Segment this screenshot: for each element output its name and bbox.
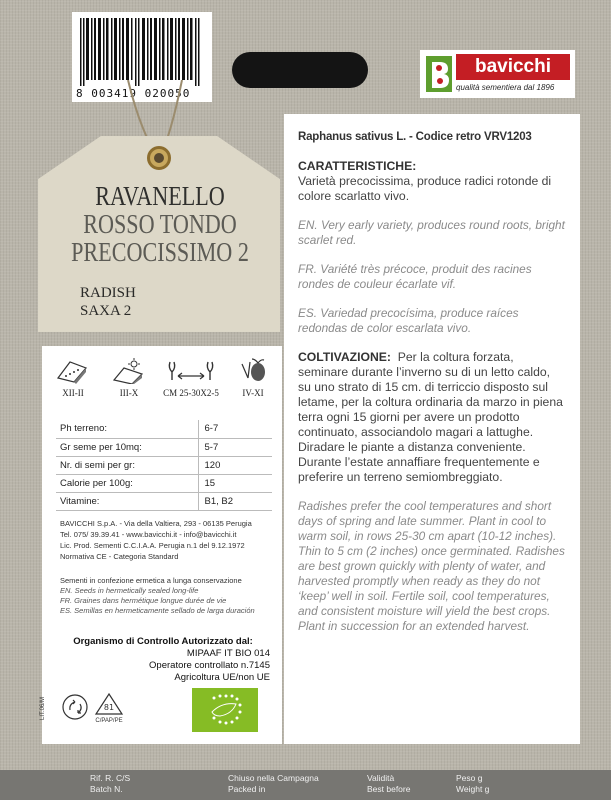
param-value: 6-7 [198,420,272,438]
packing-it: Sementi in confezione ermetica a lunga conservazione [60,576,242,585]
footer-best-before-line1: Validità [367,773,395,783]
footer-batch [90,773,130,795]
table-row [56,420,272,438]
logo-mark-icon [426,54,454,94]
side-code: LIT.06/M [40,696,46,720]
eu-organic-logo [192,688,258,732]
variety-subtitle [80,284,136,320]
param-label: Vitamine: [56,492,198,510]
control-organism [56,636,270,684]
barcode-number: 8 003419 020050 [76,87,191,100]
footer-weight-line2: Weight g [456,784,490,794]
footer-bar [0,770,611,800]
brand-name: bavicchi [456,54,570,80]
characteristics-fr: FR. Variété très précoce, produit des racines rondes de couleur écarlate vif. [298,262,532,291]
packing-en: EN. Seeds in hermetically sealed long-life [60,586,199,595]
packing-fr: FR. Graines dans hermétique longue durée de vie [60,596,227,605]
variety-line-2: ROSSO TONDO [83,209,237,239]
recycle-code: C/PAP/PE [95,718,123,724]
sowing-cell [50,358,96,398]
spacing-cell [158,358,224,398]
transplant-label: III-X [119,388,139,398]
variety-sub-line-2: SAXA 2 [80,303,132,319]
recycle-triangle-icon [94,692,124,716]
param-label: Gr seme per 10mq: [56,438,198,456]
table-row [56,438,272,456]
cultivation-heading: COLTIVAZIONE: [298,350,391,364]
variety-line-3: PRECOCISSIMO 2 [71,237,249,267]
recycle-number: 81 [103,703,115,712]
param-label: Calorie per 100g: [56,474,198,492]
table-row [56,474,272,492]
param-label: Nr. di semi per gr: [56,456,198,474]
variety-sub-line-1: RADISH [80,285,136,301]
param-value: 5-7 [198,438,272,456]
organism-line: Operatore controllato n.7145 [149,660,270,671]
characteristics-it: Varietà precocissima, produce radici rotonde di colore scarlatto vivo. [298,174,552,203]
company-line: Tel. 075/ 39.39.41 - www.bavicchi.it - info@bavicchi.it [60,530,237,539]
footer-best-before [367,773,410,795]
param-value: B1, B2 [198,492,272,510]
footer-packed [228,773,319,795]
organism-line: MIPAAF IT BIO 014 [186,648,270,659]
spacing-icon [166,358,216,384]
param-label: Ph terreno: [56,420,198,438]
organism-heading: Organismo di Controllo Autorizzato dal: [73,636,253,647]
spacing-label: CM 25-30X2-5 [163,388,219,398]
company-line: BAVICCHI S.p.A. - Via della Valtiera, 293 - 06135 Perugia [60,519,252,528]
footer-packed-line1: Chiuso nella Campagna [228,773,319,783]
organism-line: Agricoltura UE/non UE [174,672,270,683]
characteristics-en: EN. Very early variety, produces round roots, bright scarlet red. [298,218,565,247]
packing-info [60,576,276,616]
cultivation-icons [50,358,276,408]
description-panel [284,114,580,744]
footer-batch-line1: Rif. R. C/S [90,773,131,783]
transplant-icon [112,358,146,384]
sowing-icon [56,358,90,384]
info-panel [42,346,282,744]
characteristics-es: ES. Variedad precocísima, produce raíces redondas de color escarlata vivo. [298,306,519,335]
latin-name: Raphanus sativus L. - Codice retro VRV1203 [298,131,532,143]
tag-grommet [147,146,171,170]
sowing-label: XII-II [62,388,84,398]
company-line: Lic. Prod. Sementi C.C.I.A.A. Perugia n.1 del 9.12.1972 [60,541,245,550]
param-value: 120 [198,456,272,474]
footer-weight [456,773,489,795]
company-info [60,518,276,562]
harvest-icon [236,358,270,384]
characteristics-heading: CARATTERISTICHE: [298,159,417,173]
footer-weight-line1: Peso g [456,773,483,783]
brand-logo [420,50,575,98]
transplant-cell [106,358,152,398]
harvest-label: IV-XI [242,388,264,398]
hang-tab [232,52,368,88]
footer-best-before-line2: Best before [367,784,411,794]
cultivation-text [298,350,566,485]
cpap-icon [94,692,124,724]
variety-name [65,182,255,266]
table-row [56,456,272,474]
footer-batch-line2: Batch N. [90,784,123,794]
table-row [56,492,272,510]
company-line: Normativa CE - Categoria Standard [60,552,179,561]
harvest-cell [230,358,276,398]
cultivation-en: Radishes prefer the cool temperatures and short days of spring and late summer. Plant in cool to warm soil, in rows 25-30 cm apart (10-12 inches). Thin to 5 cm (2 inches) once germinated. Radishes are best grown quickly with plenty of water, and harvested promptly when ready as they do not ‘keep’ well in soil. Fertile soil, cool temperatures, and consistent moisture will yield the best crops. Plant in succession for an extended harvest. [298,499,565,633]
cultivation-it: Per la coltura forzata, seminare durante l’inverno su di un letto caldo, su uno strato di 15 cm. di terriccio disposto sul letame, per la coltura ordinaria da marzo in piena terra ogni 15 giorni per avere un prodotto continuato, associandolo magari a lattughe. Diradare le piante a distanza conveniente. Durante l’estate annaffiare frequentemente e preferire un terreno semiombreggiato. [298,350,563,484]
params-table [56,420,272,511]
brand-tagline: qualità sementiera dal 1896 [456,83,555,92]
variety-line-1: RAVANELLO [95,181,225,211]
recycle-icon [62,694,88,720]
footer-packed-line2: Packed in [228,784,266,794]
barcode-bars [78,18,206,86]
packing-es: ES. Semillas en hermeticamente sellado de larga duración [60,606,255,615]
eu-leaf-icon [192,688,258,732]
param-value: 15 [198,474,272,492]
